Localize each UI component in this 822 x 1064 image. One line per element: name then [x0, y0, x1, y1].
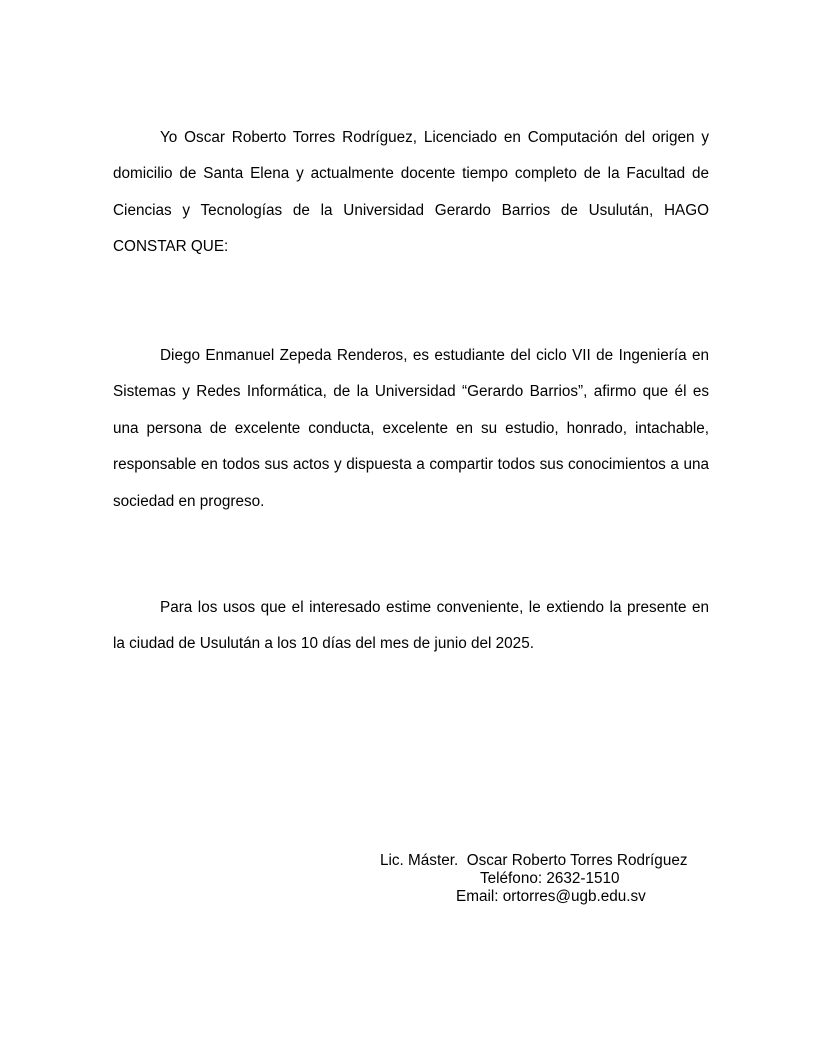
- paragraph-declarant: Yo Oscar Roberto Torres Rodríguez, Licenciado en Computación del origen y domicilio de Santa Elena y actualmente docente tiempo completo de la Facultad de Ciencias y Tecnologías de la Universidad Gerardo Barrios de Usulután, HAGO CONSTAR QUE:: [113, 129, 709, 256]
- paragraph-student-statement: Diego Enmanuel Zepeda Renderos, es estudiante del ciclo VII de Ingeniería en Sistemas y Redes Informática, de la Universidad “Gerardo Barrios”, afirmo que él es una persona de excelente conducta, excelente en su estudio, honrado, intachable, responsable en todos sus actos y dispuesta a compartir todos sus conocimientos a una sociedad en progreso.: [113, 347, 709, 510]
- signature-phone: Teléfono: 2632-1510: [480, 870, 620, 887]
- paragraph-closing: Para los usos que el interesado estime conveniente, le extiendo la presente en la ciudad de Usulután a los 10 días del mes de junio del 2025.: [113, 599, 709, 653]
- signature-name: Lic. Máster. Oscar Roberto Torres Rodríguez: [380, 852, 688, 869]
- signature-email: Email: ortorres@ugb.edu.sv: [456, 888, 646, 905]
